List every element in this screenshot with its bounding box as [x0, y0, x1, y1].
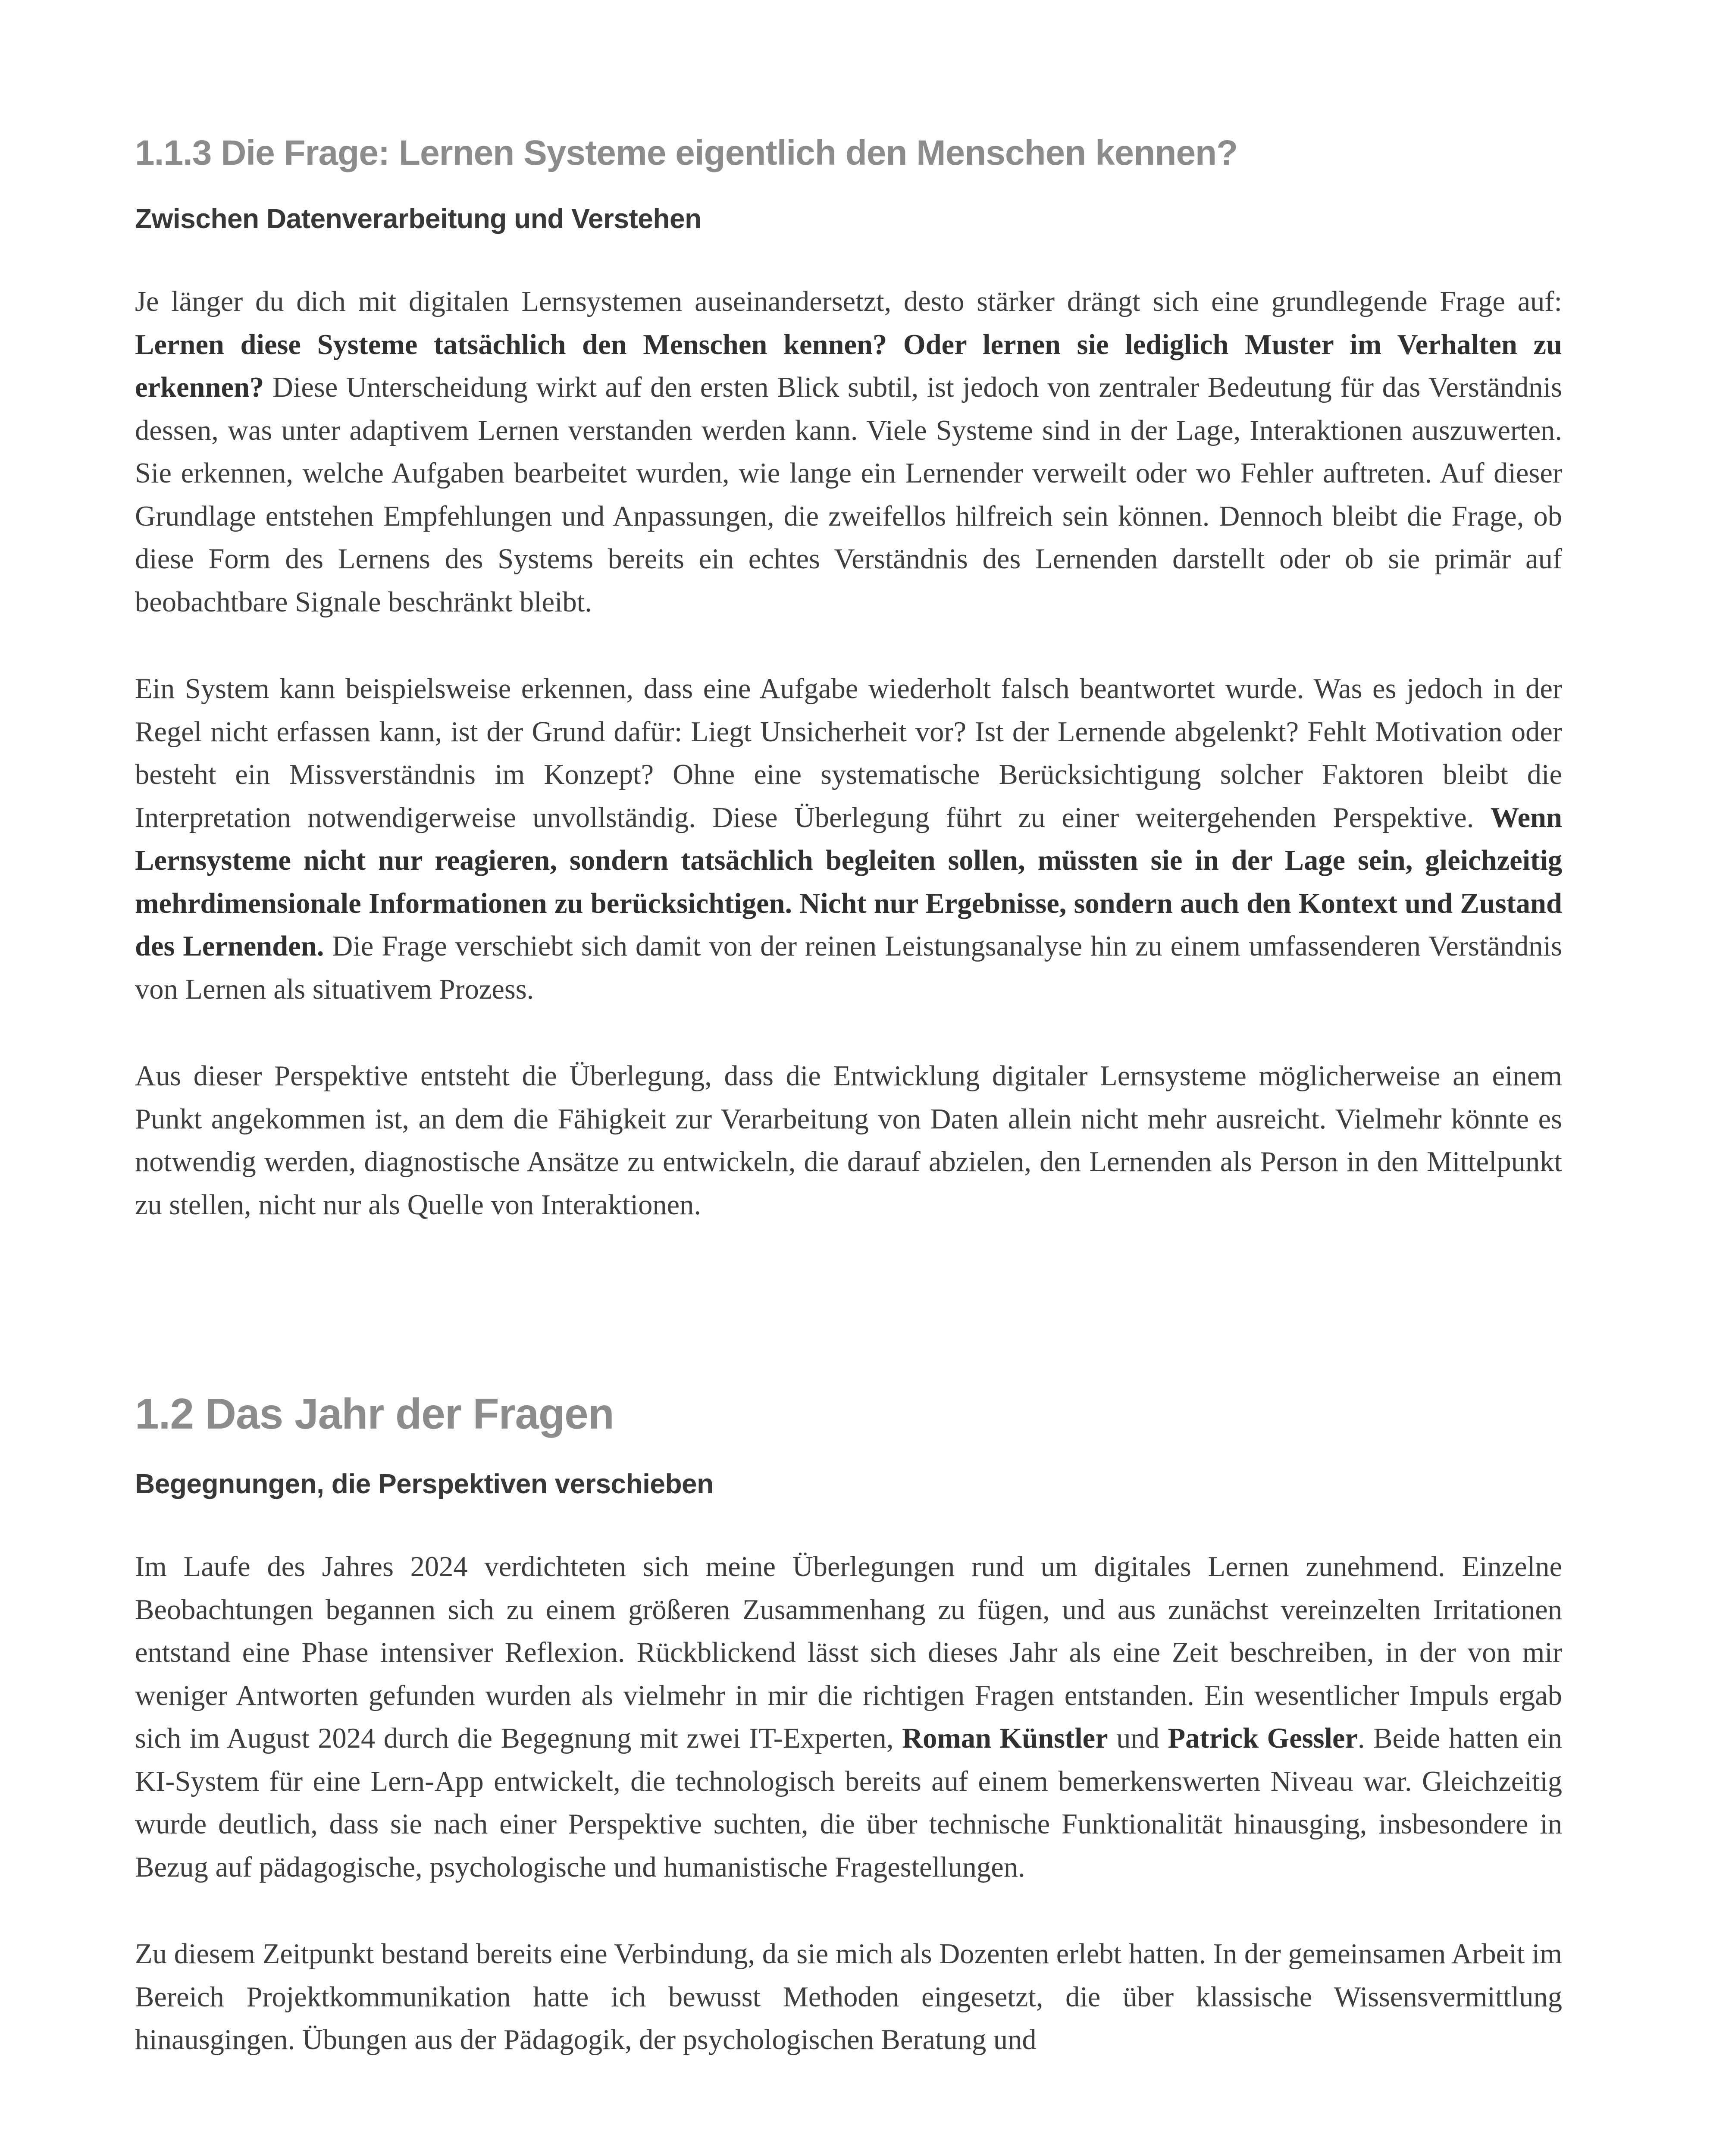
- paragraph-text: Die Frage verschiebt sich damit von der reinen Leistungsanalyse hin zu einem umfassenderen Verständnis von Lernen als situativem Prozess.: [135, 931, 1563, 1005]
- paragraph: Zu diesem Zeitpunkt bestand bereits eine Verbindung, da sie mich als Dozenten erlebt hatten. In der gemeinsamen Arbeit im Bereich Projektkommunikation hatte ich bewusst Methoden eingesetzt, die über klassische Wissensvermittlung hinausgingen. Übungen aus der Pädagogik, der psychologischen Beratung und: [135, 1938, 1562, 2056]
- page-content: [135, 129, 1562, 2062]
- paragraph-text: Je länger du dich mit digitalen Lernsystemen auseinandersetzt, desto stärker drängt sich eine grundlegende Frage auf:: [135, 286, 1562, 317]
- paragraph: [135, 667, 1562, 1011]
- paragraph: Aus dieser Perspektive entsteht die Überlegung, dass die Entwicklung digitaler Lernsysteme möglicherweise an einem Punkt angekommen ist, an dem die Fähigkeit zur Verarbeitung von Daten allein nicht mehr ausreicht. Vielmehr könnte es notwendig werden, diagnostische Ansätze zu entwickeln, die darauf abzielen, den Lernenden als Person in den Mittelpunkt zu stellen, nicht nur als Quelle von Interaktionen.: [135, 1060, 1562, 1221]
- paragraph: [135, 280, 1562, 624]
- person-name-bold: Roman Künstler: [902, 1723, 1108, 1754]
- section-heading-1-1-3: 1.1.3 Die Frage: Lernen Systeme eigentlich den Menschen kennen?: [135, 133, 1238, 172]
- paragraph-text: Im Laufe des Jahres 2024 verdichteten sich meine Überlegungen rund um digitales Lernen zunehmend. Einzelne Beobachtungen begannen sich zu einem größeren Zusammenhang zu fügen, und aus zunächst vereinzelten Irritationen entstand eine Phase intensiver Reflexion. Rückblickend lässt sich dieses Jahr als eine Zeit beschreiben, in der von mir weniger Antworten gefunden wurden als vielmehr in mir die richtigen Fragen entstanden. Ein wesentlicher Impuls ergab sich im August 2024 durch die Begegnung mit zwei IT-Experten,: [135, 1551, 1562, 1754]
- paragraph-text: Diese Unterscheidung wirkt auf den ersten Blick subtil, ist jedoch von zentraler Bedeutung für das Verständnis dessen, was unter adaptivem Lernen verstanden werden kann. Viele Systeme sind in der Lage, Interaktionen auszuwerten. Sie erkennen, welche Aufgaben bearbeitet wurden, wie lange ein Lernender verweilt oder wo Fehler auftreten. Auf dieser Grundlage entstehen Empfehlungen und Anpassungen, die zweifellos hilfreich sein können. Dennoch bleibt die Frage, ob diese Form des Lernens des Systems bereits ein echtes Verständnis des Lernenden darstellt oder ob sie primär auf beobachtbare Signale beschränkt bleibt.: [135, 372, 1562, 618]
- paragraph-text: und: [1108, 1723, 1168, 1754]
- section-subheading-1-1-3: Zwischen Datenverarbeitung und Verstehen: [135, 203, 702, 234]
- person-name-bold: Patrick Gessler: [1168, 1723, 1358, 1754]
- section-heading-1-2: 1.2 Das Jahr der Fragen: [135, 1390, 614, 1438]
- paragraph-bold-text: Wenn Lernsysteme nicht nur reagieren, sondern tatsächlich begleiten sollen, müssten sie in der Lage sein, gleichzeitig mehrdimensionale Informationen zu berücksichtigen. Nicht nur Ergebnisse, sondern auch den Kontext und Zustand des Lernenden.: [135, 802, 1562, 962]
- paragraph-bold-text: Lernen diese Systeme tatsächlich den Menschen kennen? Oder lernen sie lediglich Muster im Verhalten zu erkennen?: [135, 329, 1562, 403]
- section-subheading-1-2: Begegnungen, die Perspektiven verschieben: [135, 1468, 714, 1499]
- paragraph-text: Ein System kann beispielsweise erkennen, dass eine Aufgabe wiederholt falsch beantwortet wurde. Was es jedoch in der Regel nicht erfassen kann, ist der Grund dafür: Liegt Unsicherheit vor? Ist der Lernende abgelenkt? Fehlt Motivation oder besteht ein Missverständnis im Konzept? Ohne eine systematische Berücksichtigung solcher Faktoren bleibt die Interpretation notwendigerweise unvollständig. Diese Überlegung führt zu einer weitergehenden Perspektive.: [135, 673, 1562, 834]
- paragraph: [135, 1545, 1562, 1889]
- paragraph-text: . Beide hatten ein KI-System für eine Lern-App entwickelt, die technologisch bereits auf einem bemerkenswerten Niveau war. Gleichzeitig wurde deutlich, dass sie nach einer Perspektive suchten, die über technische Funktionalität hinausging, insbesondere in Bezug auf pädagogische, psychologische und humanistische Fragestellungen.: [135, 1723, 1562, 1883]
